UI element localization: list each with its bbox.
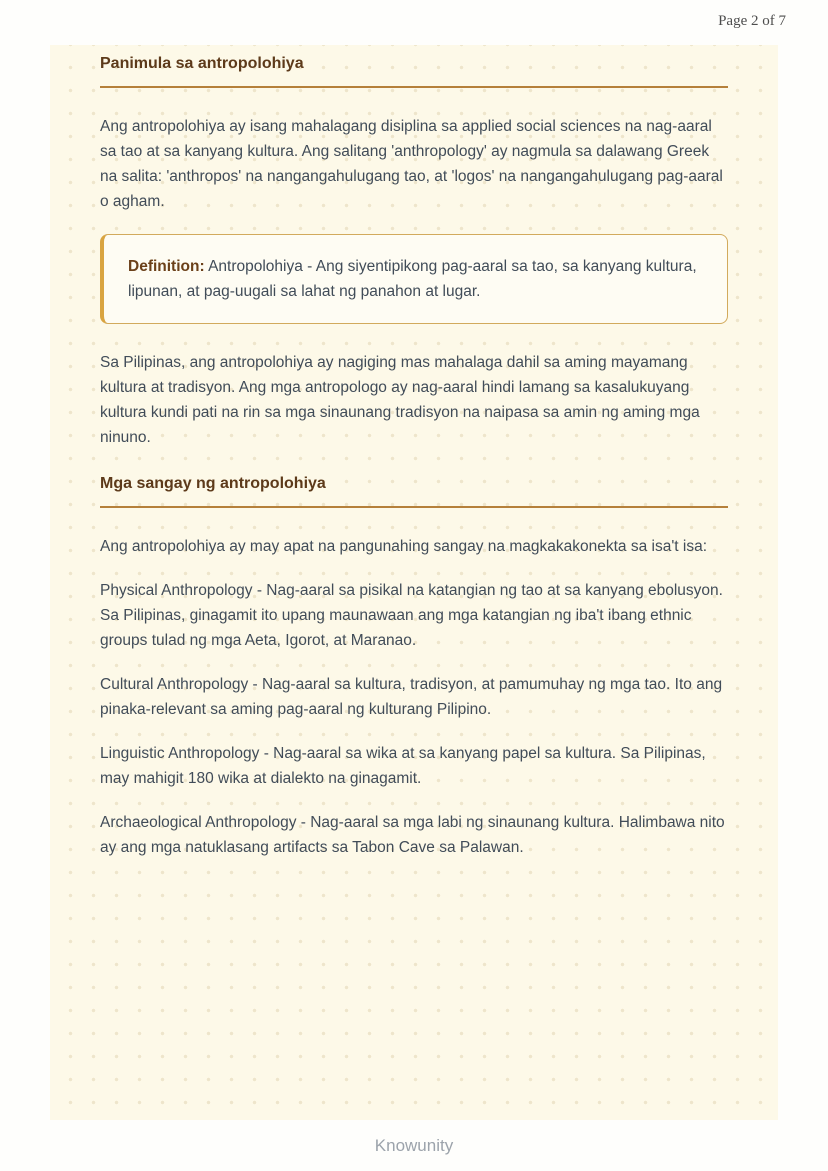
paragraph-linguistic-anthropology: Linguistic Anthropology - Nag-aaral sa wika at sa kanyang papel sa kultura. Sa Pilipinas, may mahigit 180 wika at dialekto na ginagamit. [100,745,706,787]
definition-label: Definition: [128,258,205,275]
paragraph-philippines-context: Sa Pilipinas, ang antropolohiya ay nagiging mas mahalaga dahil sa aming mayamang kultura at tradisyon. Ang mga antropologo ay nag-aaral hindi lamang sa kasalukuyang kultura kundi pati na rin sa mga sinaunang tradisyon na naipasa sa amin ng aming mga ninuno. [100,354,700,446]
section-heading-panimula: Panimula sa antropolohiya [100,55,728,88]
footer-bar [0,1120,828,1171]
paragraph-physical-anthropology: Physical Anthropology - Nag-aaral sa pisikal na katangian ng tao at sa kanyang ebolusyon. Sa Pilipinas, ginagamit ito upang maunawaan ang mga katangian ng iba't ibang ethnic groups tulad ng mga Aeta, Igorot, at Maranao. [100,582,723,649]
section-heading-sangay: Mga sangay ng antropolohiya [100,475,728,508]
brand-watermark: Knowunity [374,1135,454,1155]
page-number-indicator: Page 2 of 7 [718,13,786,29]
page-content [50,45,778,860]
definition-callout-box [100,234,728,324]
paragraph-cultural-anthropology: Cultural Anthropology - Nag-aaral sa kultura, tradisyon, at pamumuhay ng mga tao. Ito ang pinaka-relevant sa aming pag-aaral ng kulturang Pilipino. [100,676,723,718]
definition-paragraph [128,254,703,304]
paragraph-archaeological-anthropology: Archaeological Anthropology - Nag-aaral sa mga labi ng sinaunang kultura. Halimbawa nito ay ang mga natuklasang artifacts sa Tabon Cave sa Palawan. [100,814,725,856]
definition-body-text: Antropolohiya - Ang siyentipikong pag-aaral sa tao, sa kanyang kultura, lipunan, at pag-uugali sa lahat ng panahon at lugar. [128,258,697,300]
paragraph-anthropology-intro: Ang antropolohiya ay isang mahalagang disiplina sa applied social sciences na nag-aaral sa tao at sa kanyang kultura. Ang salitang 'anthropology' ay nagmula sa dalawang Greek na salita: 'anthropos' na nangangahulugang tao, at 'logos' na nangangahulugang pag-aaral o agham. [100,118,723,210]
document-page [50,45,778,1120]
paragraph-branches-intro: Ang antropolohiya ay may apat na pangunahing sangay na magkakakonekta sa isa't isa: [100,538,708,555]
